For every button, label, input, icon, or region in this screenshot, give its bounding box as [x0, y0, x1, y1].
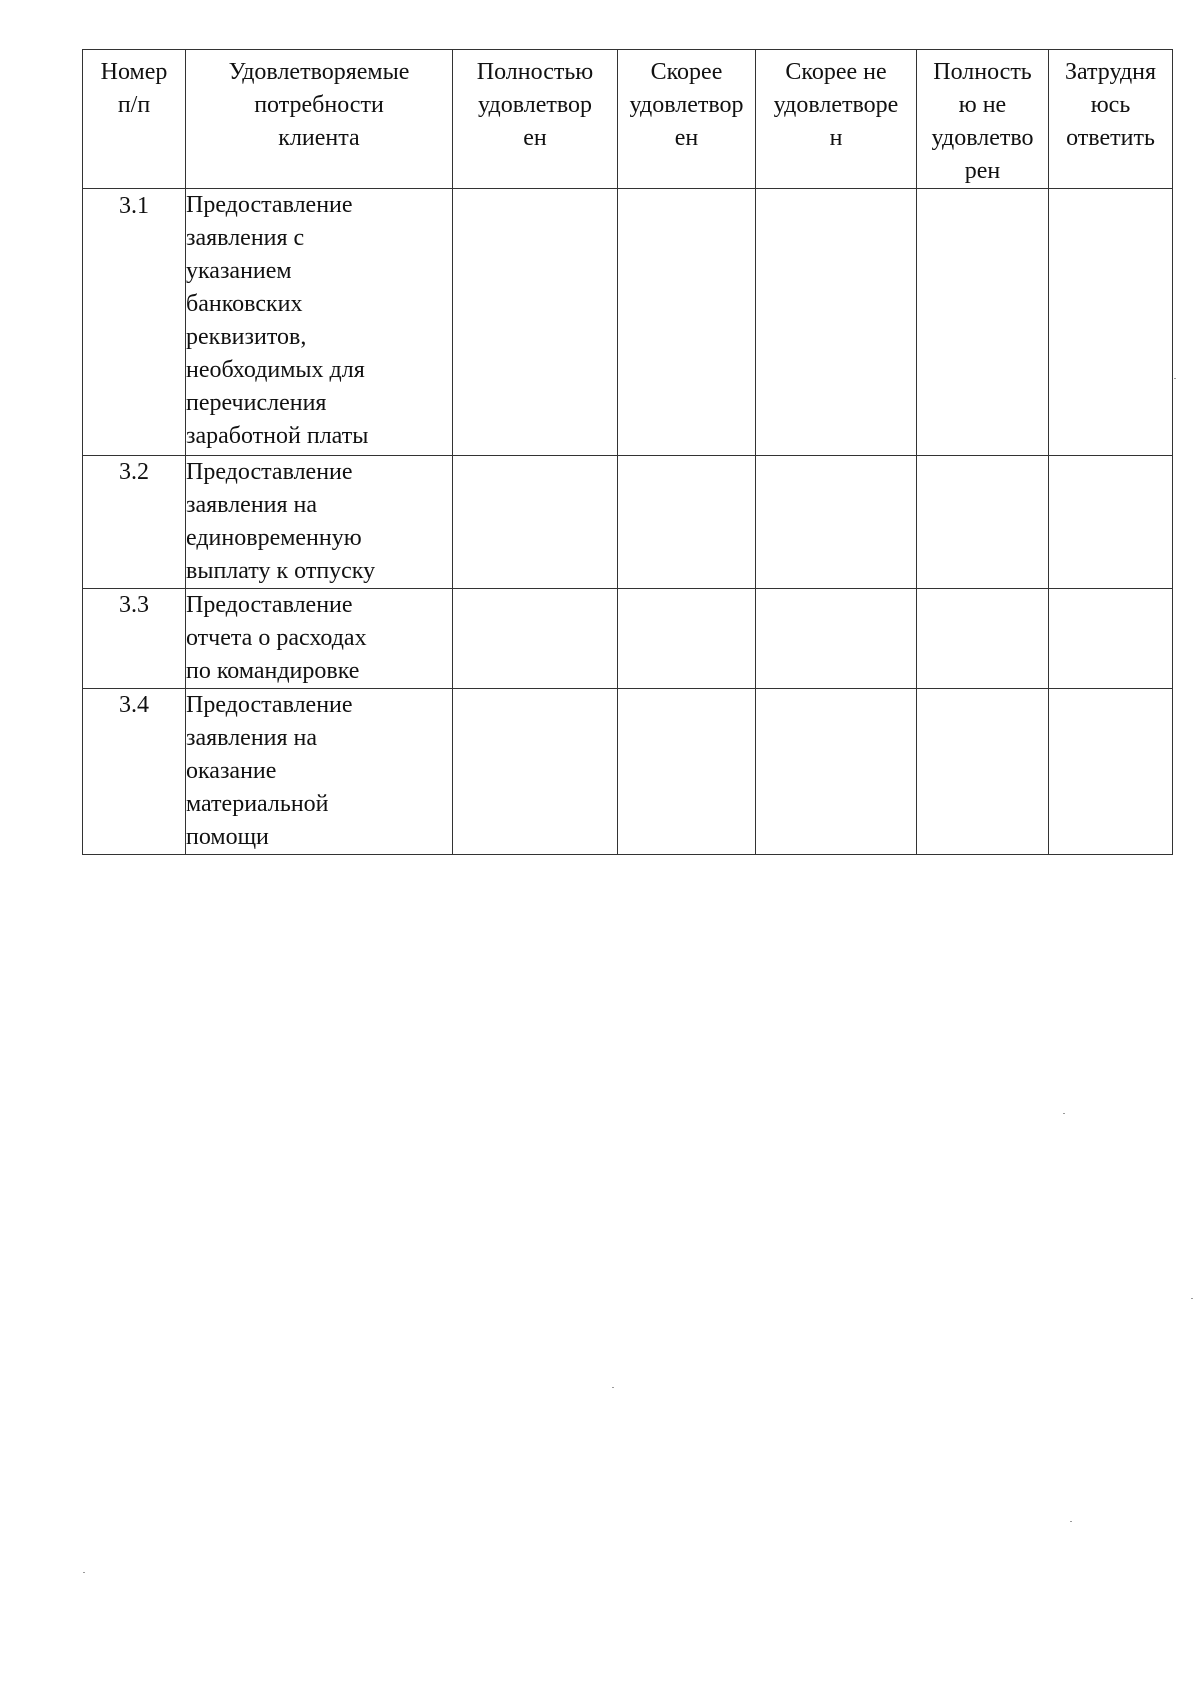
row-need: Предоставление заявления на оказание материальной помощи [186, 689, 453, 855]
answer-cell-hard-to-answer[interactable] [1049, 456, 1173, 589]
answer-cell-not-satisfied[interactable] [917, 189, 1049, 456]
answer-cell-fully-satisfied[interactable] [453, 189, 618, 456]
header-rather-satisfied: Скорее удовлетвор ен [618, 50, 756, 189]
answer-cell-hard-to-answer[interactable] [1049, 589, 1173, 689]
scan-speck [612, 1387, 614, 1388]
header-number: Номер п/п [83, 50, 186, 189]
row-number: 3.3 [83, 589, 186, 689]
answer-cell-fully-satisfied[interactable] [453, 456, 618, 589]
satisfaction-table [82, 49, 1173, 855]
row-need: Предоставление отчета о расходах по командировке [186, 589, 453, 689]
answer-cell-hard-to-answer[interactable] [1049, 689, 1173, 855]
table-row [83, 456, 1173, 589]
answer-cell-fully-satisfied[interactable] [453, 589, 618, 689]
row-need: Предоставление заявления с указанием банковских реквизитов, необходимых для перечисления заработной платы [186, 189, 453, 456]
scan-speck [1063, 1113, 1065, 1114]
table-header-row [83, 50, 1173, 189]
header-not-satisfied: Полность ю не удовлетво рен [917, 50, 1049, 189]
answer-cell-rather-not-satisfied[interactable] [756, 689, 917, 855]
row-need: Предоставление заявления на единовременную выплату к отпуску [186, 456, 453, 589]
answer-cell-rather-satisfied[interactable] [618, 589, 756, 689]
scan-speck [1070, 1521, 1072, 1522]
answer-cell-rather-satisfied[interactable] [618, 689, 756, 855]
table-row [83, 189, 1173, 456]
answer-cell-not-satisfied[interactable] [917, 589, 1049, 689]
answer-cell-fully-satisfied[interactable] [453, 689, 618, 855]
table-row [83, 689, 1173, 855]
answer-cell-rather-satisfied[interactable] [618, 456, 756, 589]
answer-cell-rather-satisfied[interactable] [618, 189, 756, 456]
answer-cell-rather-not-satisfied[interactable] [756, 589, 917, 689]
row-number: 3.4 [83, 689, 186, 855]
answer-cell-hard-to-answer[interactable] [1049, 189, 1173, 456]
answer-cell-rather-not-satisfied[interactable] [756, 189, 917, 456]
header-fully-satisfied: Полностью удовлетвор ен [453, 50, 618, 189]
scan-speck [1191, 1298, 1193, 1299]
row-number: 3.1 [83, 189, 186, 456]
header-client-needs: Удовлетворяемые потребности клиента [186, 50, 453, 189]
answer-cell-rather-not-satisfied[interactable] [756, 456, 917, 589]
answer-cell-not-satisfied[interactable] [917, 456, 1049, 589]
header-hard-to-answer: Затрудня юсь ответить [1049, 50, 1173, 189]
scan-speck [83, 1572, 85, 1573]
scan-speck [1174, 378, 1176, 379]
row-number: 3.2 [83, 456, 186, 589]
answer-cell-not-satisfied[interactable] [917, 689, 1049, 855]
table-row [83, 589, 1173, 689]
header-rather-not-satisfied: Скорее не удовлетворе н [756, 50, 917, 189]
